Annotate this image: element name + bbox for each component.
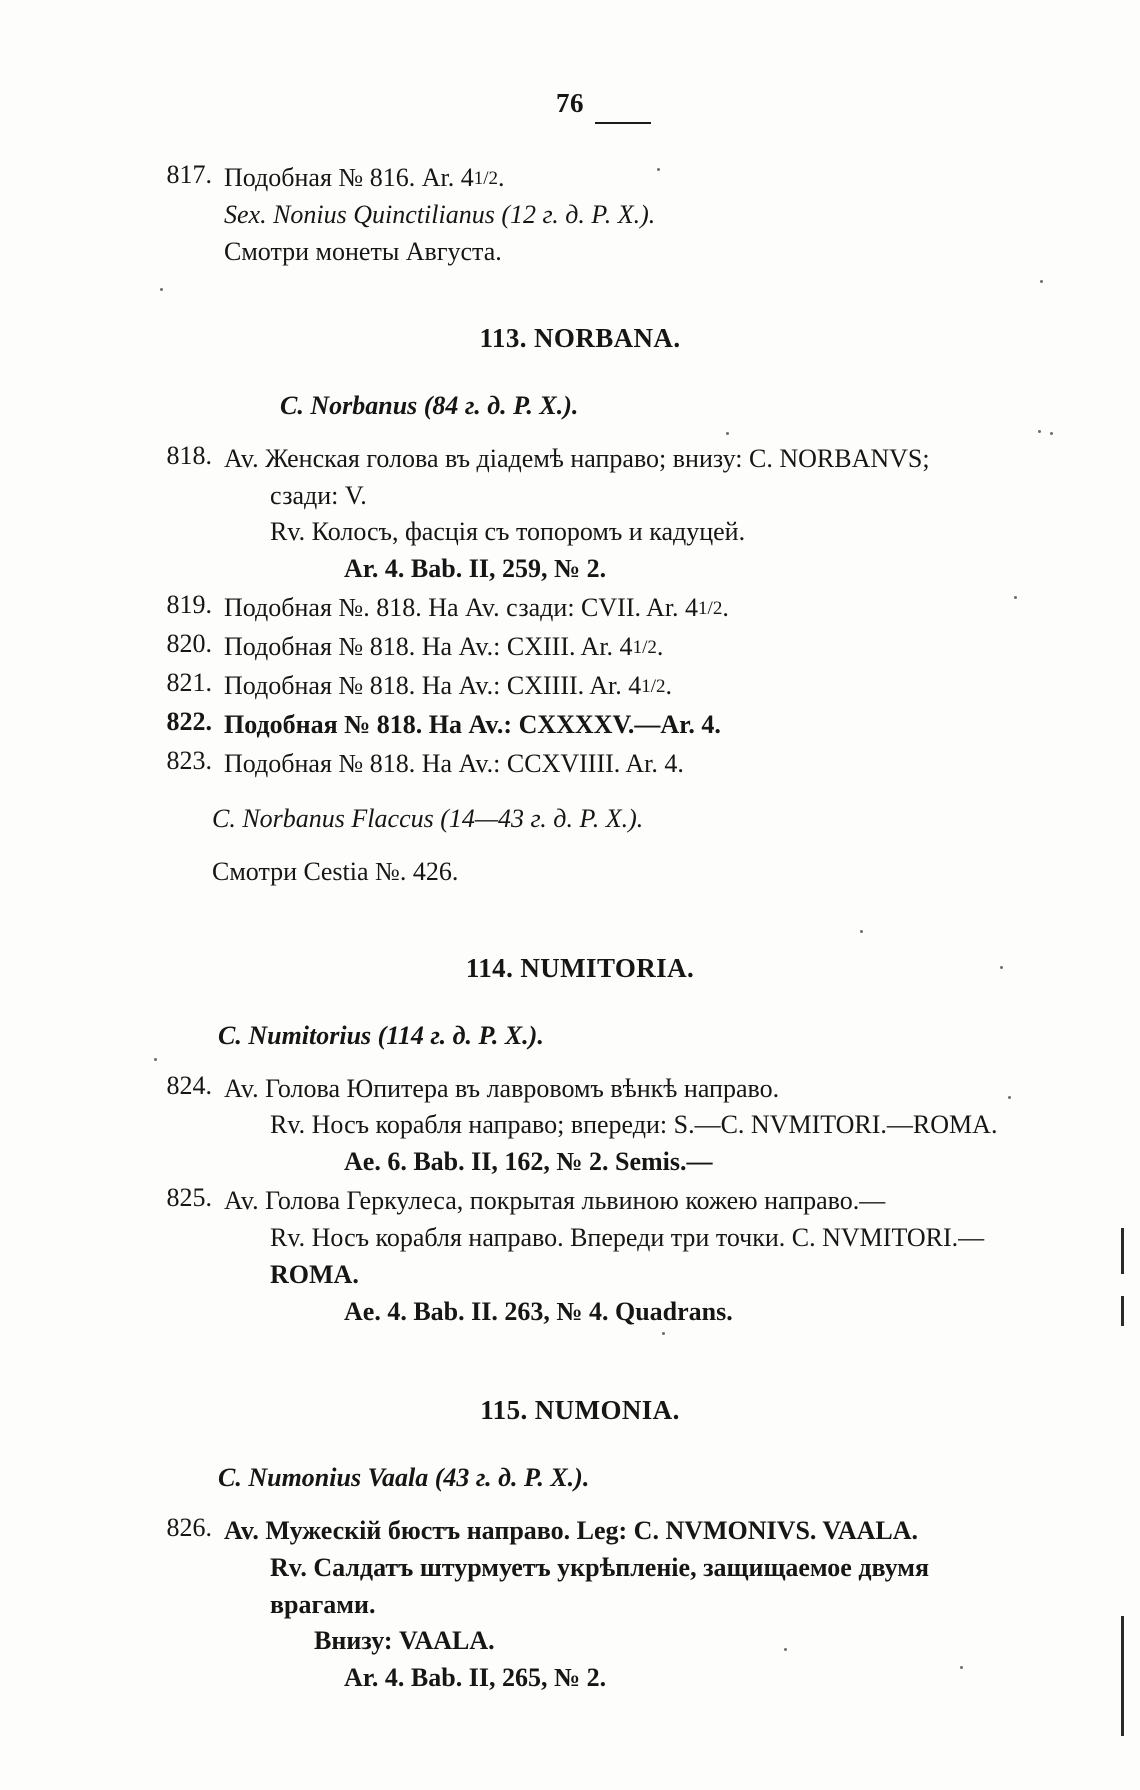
entry-number: 826.	[166, 1512, 212, 1542]
entry-line: Подобная № 818. На Av.: CXXXXV.—Ar. 4.	[224, 709, 721, 739]
entry-line-cont: Внизу: VAALA.	[314, 1626, 495, 1656]
entry-line-reverse: Rv. Салдатъ штурмуетъ укрѣпленіе, защищаемое двумя врагами.	[270, 1552, 936, 1619]
entry-line-obverse: Av. Женская голова въ діадемѣ направо; внизу: C. NORBANVS;	[224, 443, 930, 473]
entry-number: 825.	[166, 1183, 212, 1213]
entry-body	[224, 668, 1010, 705]
fraction: 1/2	[698, 598, 723, 620]
entry-line-cont: сзади: V.	[270, 480, 367, 510]
entry-number: 823.	[166, 745, 212, 775]
entry-body	[224, 441, 1010, 589]
section-trailer-italic: C. Norbanus Flaccus (14—43 г. д. Р. Х.).	[212, 803, 644, 833]
catalog-entry-822	[150, 707, 1010, 744]
catalog-entry-826	[150, 1513, 1010, 1698]
entry-body	[224, 629, 1010, 666]
section-heading-numitoria: 114. NUMITORIA.	[465, 952, 695, 983]
entry-line	[224, 668, 1010, 705]
entry-line-obverse: Av. Голова Юпитера въ лавровомъ вѣнкѣ направо.	[224, 1073, 780, 1103]
catalog-entry-823	[150, 746, 1010, 783]
entry-number: 818.	[166, 440, 212, 470]
entry-line-reference: Ar. 4. Bab. II, 259, № 2.	[344, 554, 607, 584]
entry-line-text: Подобная № 816. Ar. 4	[224, 163, 474, 192]
entry-line-obverse: Av. Голова Геркулеса, покрытая львиною кожею направо.—	[224, 1186, 886, 1216]
fraction: 1/2	[641, 676, 666, 698]
entry-number: 822.	[166, 706, 212, 736]
entry-line-obverse: Av. Мужескій бюстъ направо. Leg: C. NVMONIVS. VAALA.	[224, 1515, 919, 1545]
entry-line-reference: Ae. 6. Bab. II, 162, № 2. Semis.—	[344, 1147, 713, 1177]
entry-line-italic: Sex. Nonius Quinctilianus (12 г. д. Р. Х.).	[224, 199, 656, 229]
entry-line	[224, 629, 1010, 666]
section-heading-numonia: 115. NUMONIA.	[480, 1394, 680, 1425]
page-number-rule	[595, 122, 651, 124]
entry-number: 819.	[166, 590, 212, 620]
entry-body	[224, 590, 1010, 627]
entry-number: 824.	[166, 1070, 212, 1100]
entry-line	[224, 160, 1010, 197]
page-number: 76	[556, 88, 584, 118]
entry-body	[224, 1071, 1010, 1182]
entry-body	[224, 160, 1010, 271]
catalog-entry-824	[150, 1071, 1010, 1182]
entry-body	[224, 746, 1010, 783]
catalog-entry-820	[150, 629, 1010, 666]
catalog-entry-825	[150, 1183, 1010, 1331]
entry-body	[224, 1183, 1010, 1331]
fraction: 1/2	[473, 168, 498, 189]
page-edge-mark	[1121, 1616, 1124, 1736]
catalog-entry-819	[150, 590, 1010, 627]
entry-line-cont: ROMA.	[270, 1260, 359, 1290]
entry-line-reverse: Rv. Носъ корабля направо; впереди: S.—C. NVMITORI.—ROMA.	[270, 1110, 998, 1140]
entry-number: 821.	[166, 668, 212, 698]
entry-line-text: Подобная № 818. На Av.: CXIII. Ar. 4	[224, 632, 633, 662]
entry-line-reference: Ae. 4. Bab. II. 263, № 4. Quadrans.	[344, 1296, 733, 1326]
line-suffix: .	[656, 632, 664, 662]
entry-body	[224, 707, 1010, 744]
entry-line-text: Подобная № 818. На Av.: CXIIII. Ar. 4	[224, 671, 642, 701]
entry-line	[224, 590, 1010, 627]
entry-line-text: Подобная №. 818. На Av. сзади: CVII. Ar. 4	[224, 593, 699, 623]
catalog-entry-821	[150, 668, 1010, 705]
entry-line-reverse: Rv. Колосъ, фасція съ топоромъ и кадуцей.	[270, 517, 746, 547]
entry-number: 817.	[166, 160, 212, 189]
entry-line: Смотри монеты Августа.	[224, 236, 502, 266]
catalog-entry-817	[150, 160, 1010, 271]
line-suffix: .	[665, 671, 672, 701]
section-trailer-note: Смотри Cestia №. 426.	[212, 856, 459, 886]
section-subheading-norbana: C. Norbanus (84 г. д. Р. Х.).	[280, 390, 579, 420]
entry-line: Подобная № 818. На Av.: CCXVIIII. Ar. 4.	[224, 748, 684, 778]
entry-number: 820.	[166, 629, 212, 659]
section-heading-norbana: 113. NORBANA.	[479, 322, 681, 353]
page-content	[150, 160, 1010, 1699]
page-edge-mark	[1121, 1228, 1124, 1274]
entry-line-reverse: Rv. Носъ корабля направо. Впереди три точки. C. NVMITORI.—	[270, 1223, 985, 1253]
line-suffix: .	[722, 593, 729, 623]
section-subheading-numitoria: C. Numitorius (114 г. д. Р. Х.).	[218, 1020, 544, 1050]
line-suffix: .	[498, 163, 505, 192]
catalog-entry-818	[150, 441, 1010, 589]
entry-line-reference: Ar. 4. Bab. II, 265, № 2.	[344, 1663, 607, 1693]
page-edge-mark	[1121, 1296, 1124, 1326]
fraction: 1/2	[632, 637, 657, 659]
section-subheading-numonia: C. Numonius Vaala (43 г. д. Р. Х.).	[218, 1462, 590, 1492]
entry-body	[224, 1513, 1010, 1698]
